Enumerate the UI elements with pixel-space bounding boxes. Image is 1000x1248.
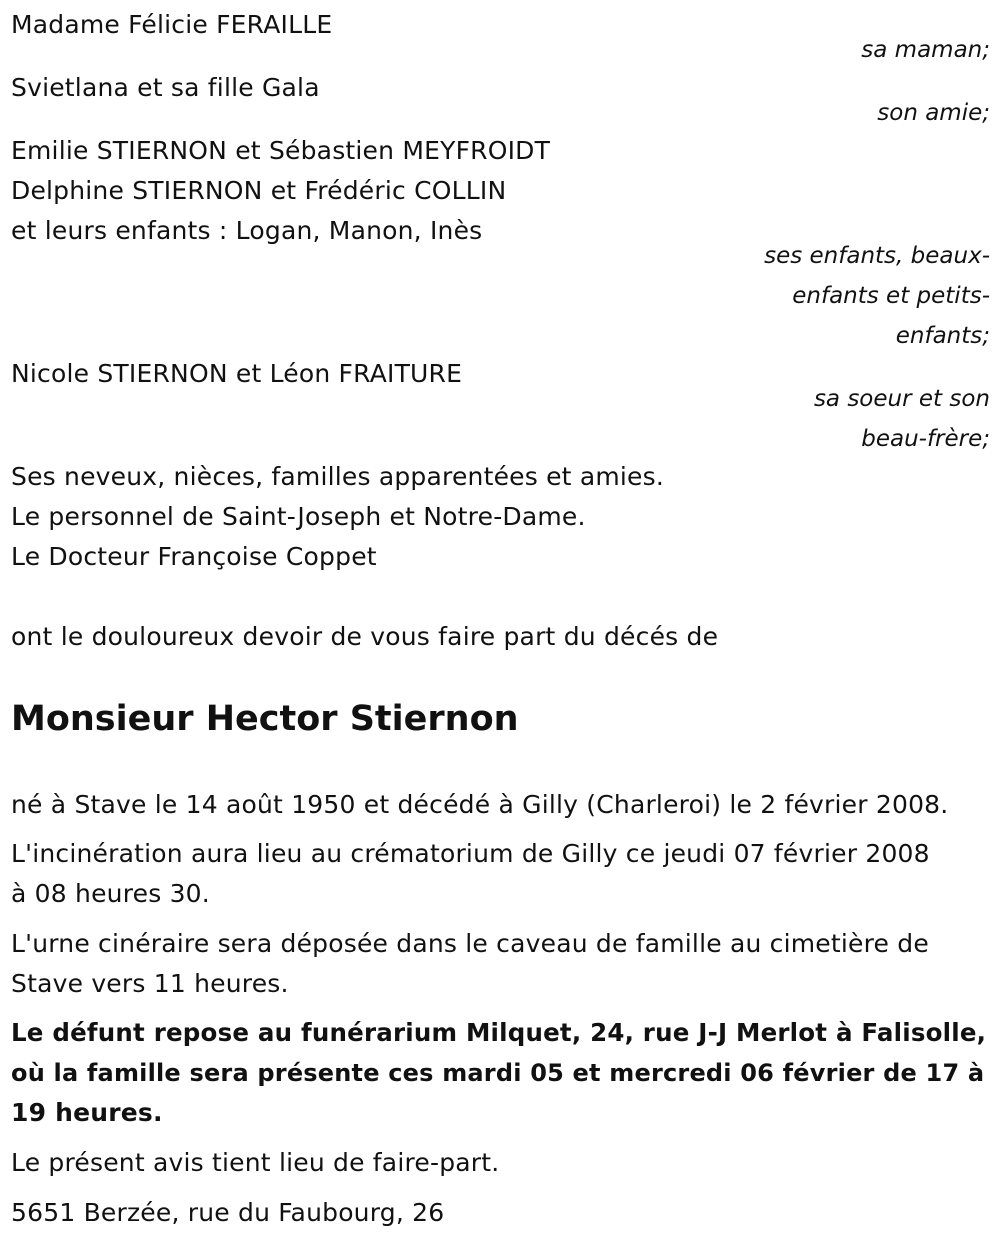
children-relation-line-3: enfants;: [895, 323, 990, 349]
address-line: 5651 Berzée, rue du Faubourg, 26: [11, 1198, 445, 1227]
children-line-3: et leurs enfants : Logan, Manon, Inès: [11, 216, 483, 245]
children-line-1: Emilie STIERNON et Sébastien MEYFROIDT: [11, 136, 551, 165]
sister-name: Nicole STIERNON et Léon FRAITURE: [11, 359, 463, 388]
sister-relation-line-1: sa soeur et son: [813, 386, 990, 412]
funeral-home-line-1: Le défunt repose au funérarium Milquet, 24, rue J-J Merlot à Falisolle,: [11, 1018, 987, 1047]
others-line-1: Ses neveux, nièces, familles apparentées et amies.: [11, 462, 665, 491]
children-relation-line-1: ses enfants, beaux-: [764, 243, 990, 269]
sister-relation-line-2: beau-frère;: [861, 426, 990, 452]
intro-text: ont le douloureux devoir de vous faire part du décés de: [11, 622, 719, 651]
others-line-3: Le Docteur Françoise Coppet: [11, 542, 377, 571]
friend-name: Svietlana et sa fille Gala: [11, 73, 320, 102]
urn-line-2: Stave vers 11 heures.: [11, 969, 289, 998]
urn-line-1: L'urne cinéraire sera déposée dans le caveau de famille au cimetière de: [11, 929, 929, 958]
deceased-name: Monsieur Hector Stiernon: [11, 699, 519, 739]
children-relation-line-2: enfants et petits-: [792, 283, 990, 309]
cremation-line-1: L'incinération aura lieu au crématorium de Gilly ce jeudi 07 février 2008: [11, 839, 930, 868]
others-line-2: Le personnel de Saint-Joseph et Notre-Dame.: [11, 502, 586, 531]
funeral-home-line-3: 19 heures.: [11, 1098, 163, 1127]
friend-relation: son amie;: [877, 100, 990, 126]
funeral-home-line-2: où la famille sera présente ces mardi 05 et mercredi 06 février de 17 à: [11, 1059, 985, 1087]
mother-name: Madame Félicie FERAILLE: [11, 10, 333, 39]
children-line-2: Delphine STIERNON et Frédéric COLLIN: [11, 176, 507, 205]
birth-death-line: né à Stave le 14 août 1950 et décédé à Gilly (Charleroi) le 2 février 2008.: [11, 790, 949, 819]
cremation-line-2: à 08 heures 30.: [11, 879, 210, 908]
mother-relation: sa maman;: [861, 37, 990, 63]
notice-line: Le présent avis tient lieu de faire-part.: [11, 1148, 500, 1177]
